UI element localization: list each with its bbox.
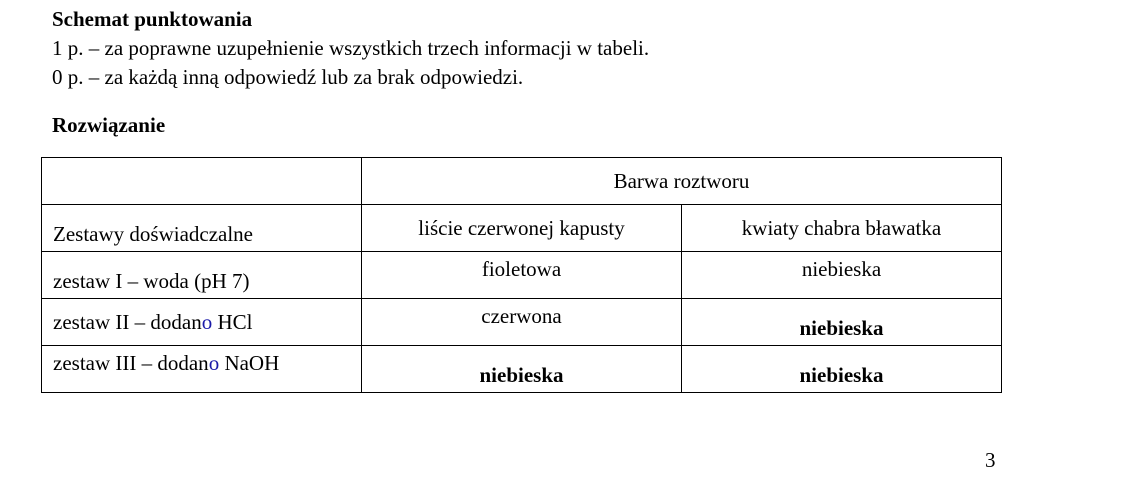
scoring-line-1: 1 p. – za poprawne uzupełnienie wszystkich trzech informacji w tabeli. (52, 36, 650, 60)
scoring-heading: Schemat punktowania (52, 7, 253, 31)
set-label (53, 310, 252, 334)
set-label (53, 351, 279, 375)
solution-table (41, 157, 1002, 393)
cornflower-value-cell (682, 299, 1002, 346)
cabbage-value: niebieska (479, 362, 564, 387)
set-label-cell (42, 252, 362, 299)
page-number: 3 (985, 448, 996, 472)
set-label-suffix: HCl (212, 309, 253, 334)
table-corner-cell (42, 158, 362, 205)
row-header-label: Zestawy doświadczalne (53, 221, 254, 246)
table-row-header-cell (42, 205, 362, 252)
set-label-cell (42, 346, 362, 393)
cornflower-value: niebieska (799, 362, 884, 387)
set-label-text: zestaw I – woda (pH 7) (53, 268, 250, 293)
scoring-line-2: 0 p. – za każdą inną odpowiedź lub za brak odpowiedzi. (52, 65, 524, 89)
set-label-cell (42, 299, 362, 346)
cornflower-value: niebieska (799, 315, 884, 340)
cornflower-value-cell (682, 252, 1002, 299)
cabbage-value: fioletowa (481, 256, 562, 281)
column-header-cabbage-cell (362, 205, 682, 252)
set-label-highlight: o (201, 309, 213, 334)
cabbage-value-cell (362, 252, 682, 299)
set-label-text: zestaw II – dodan (53, 309, 202, 334)
column-header-cabbage: liście czerwonej kapusty (418, 215, 625, 240)
table-column-header-row (42, 205, 1002, 252)
set-label-suffix: NaOH (219, 350, 280, 375)
set-label-text: zestaw III – dodan (53, 350, 209, 375)
cabbage-value-cell (362, 299, 682, 346)
solution-heading: Rozwiązanie (52, 113, 166, 137)
group-header-label: Barwa roztworu (613, 168, 750, 193)
cornflower-value-cell (682, 346, 1002, 393)
cabbage-value-cell (362, 346, 682, 393)
set-label-highlight: o (208, 350, 220, 375)
table-row (42, 252, 1002, 299)
cabbage-value: czerwona (481, 303, 562, 328)
column-header-cornflower-cell (682, 205, 1002, 252)
table-group-header-cell (362, 158, 1002, 205)
table-group-header-row (42, 158, 1002, 205)
table-row (42, 346, 1002, 393)
table-row (42, 299, 1002, 346)
set-label (53, 269, 250, 293)
cornflower-value: niebieska (801, 256, 882, 281)
column-header-cornflower: kwiaty chabra bławatka (741, 215, 942, 240)
